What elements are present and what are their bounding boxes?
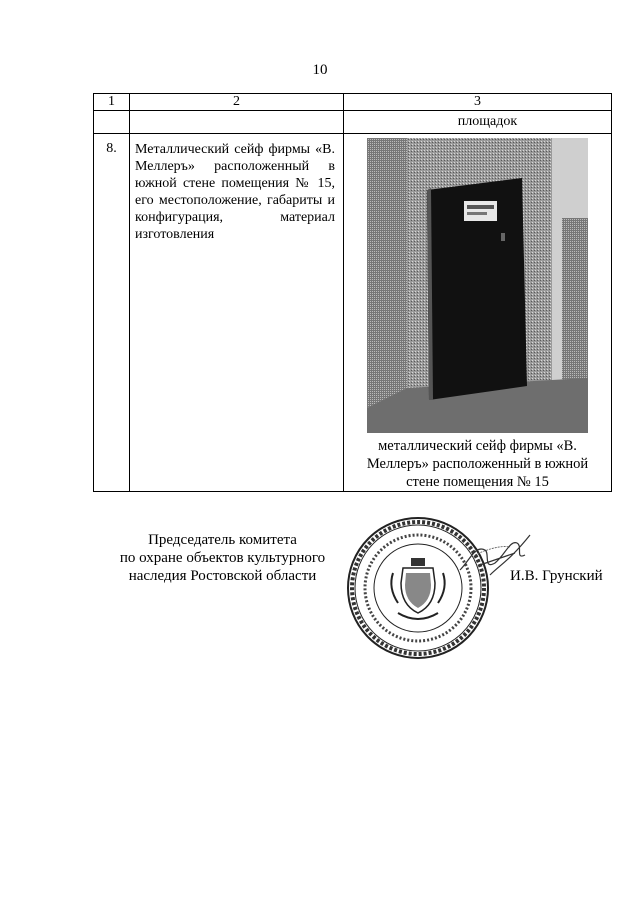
object-table (93, 93, 612, 492)
page-number: 10 (312, 62, 328, 78)
continuation-text: площадок (344, 111, 612, 134)
continuation-row (94, 111, 612, 134)
table-header-row (94, 94, 612, 111)
table-row (94, 134, 612, 492)
signatory-name: И.В. Грунский (510, 568, 603, 584)
photo-caption: металлический сейф фирмы «В. Меллеръ» расположенный в южной стене помещения № 15 (366, 438, 589, 490)
signatory-title-line: Председатель комитета (148, 532, 297, 548)
signatory-title-line: наследия Ростовской области (128, 568, 317, 584)
row-photo-cell (344, 134, 612, 492)
row-description: Металлический сейф фирмы «В. Меллеръ» расположенный в южной стене помещения № 15, его местоположение, габариты и конфигурация, материал изготовления (130, 134, 344, 492)
safe-photo (367, 138, 588, 433)
signatory-title-line: по охране объектов культурного (119, 550, 326, 566)
signatory-title (95, 531, 350, 585)
column-header: 3 (344, 94, 612, 111)
row-number: 8. (94, 134, 130, 492)
column-header: 1 (94, 94, 130, 111)
column-header: 2 (130, 94, 344, 111)
